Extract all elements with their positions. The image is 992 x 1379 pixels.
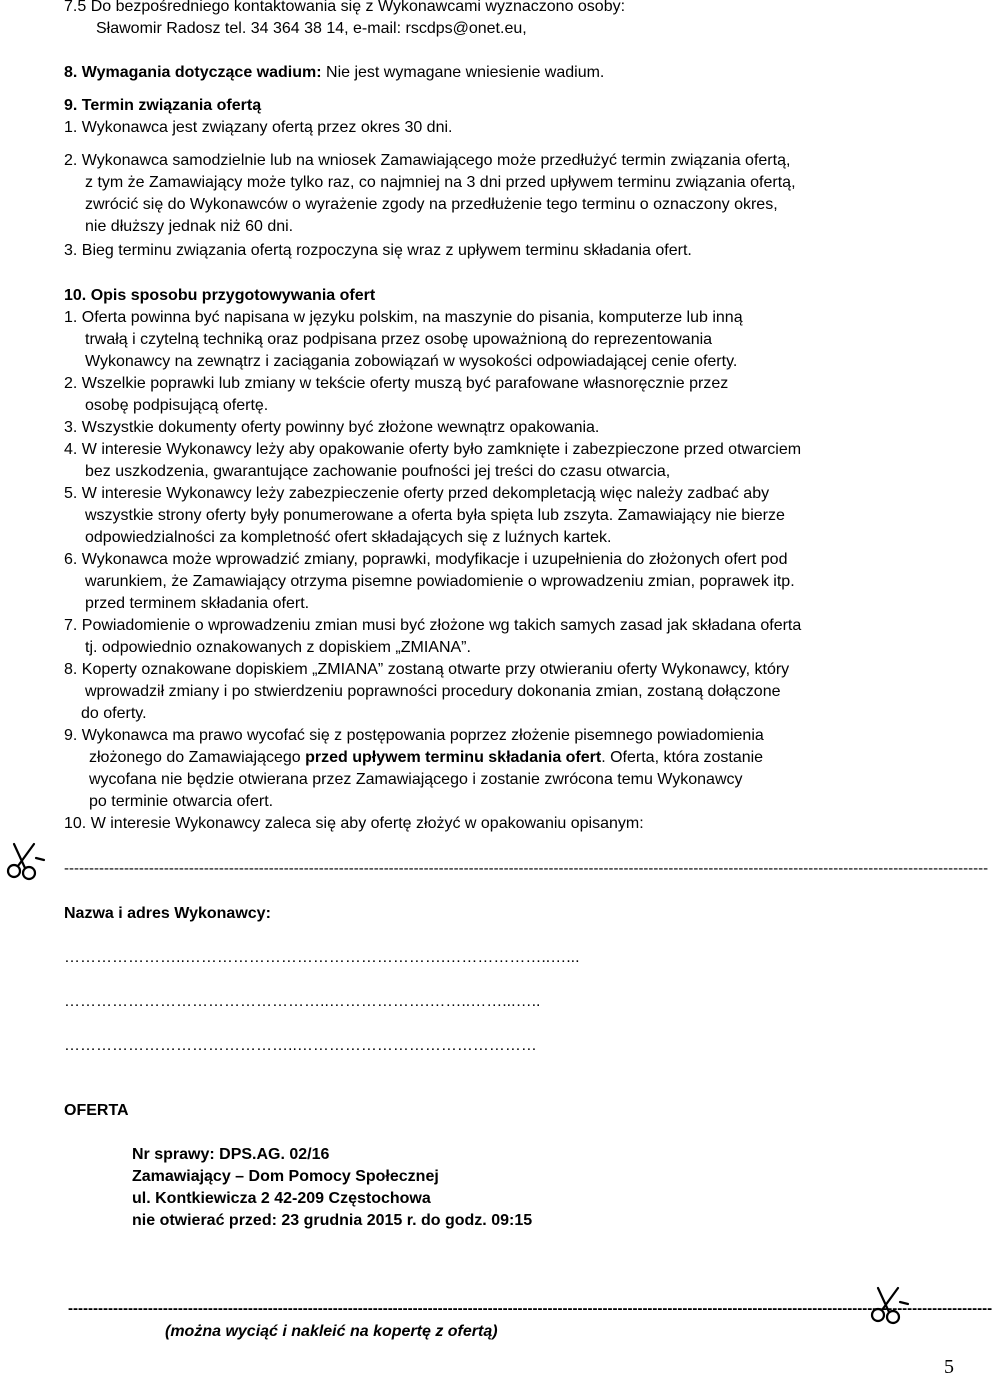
section-9-line: nie dłuższy jednak niż 60 dni. bbox=[85, 218, 294, 235]
client-name: Zamawiający – Dom Pomocy Społecznej bbox=[132, 1168, 439, 1185]
cut-note: (można wyciąć i nakleić na kopertę z ofertą) bbox=[165, 1323, 498, 1340]
scissors-icon bbox=[2, 838, 46, 882]
contractor-name-label: Nazwa i adres Wykonawcy: bbox=[64, 905, 271, 922]
section-10-line: osobę podpisującą ofertę. bbox=[85, 397, 269, 414]
section-10-line: po terminie otwarcia ofert. bbox=[89, 793, 274, 810]
section-9-line: 3. Bieg terminu związania ofertą rozpoczyna się wraz z upływem terminu składania ofert. bbox=[64, 242, 692, 259]
client-address: ul. Kontkiewicza 2 42-209 Częstochowa bbox=[132, 1190, 431, 1207]
section-10-line: 1. Oferta powinna być napisana w języku polskim, na maszynie do pisania, komputerze lub inną bbox=[64, 309, 743, 326]
section-10-line: 9. Wykonawca ma prawo wycofać się z postępowania poprzez złożenie pisemnego powiadomienia bbox=[64, 727, 764, 744]
contact-details: Sławomir Radosz tel. 34 364 38 14, e-mail: rscdps@onet.eu, bbox=[96, 20, 527, 37]
section-10-line: wszystkie strony oferty były ponumerowane a oferta była spięta lub zszyta. Zamawiający nie bierze bbox=[85, 507, 785, 524]
section-10-line: 7. Powiadomienie o wprowadzeniu zmian musi być złożone wg takich samych zasad jak składana oferta bbox=[64, 617, 802, 634]
section-10-line: warunkiem, że Zamawiający otrzyma pisemne powiadomienie o wprowadzeniu zmian, poprawek itp. bbox=[85, 573, 795, 590]
bottom-cut-line: ----------------------------------------------------------------------------------------------------------------------------------------------------------------------------------------- bbox=[68, 1300, 992, 1317]
section-10-line: do oferty. bbox=[81, 705, 147, 722]
section-10-line: 10. W interesie Wykonawcy zaleca się aby ofertę złożyć w opakowaniu opisanym: bbox=[64, 815, 644, 832]
contact-heading: 7.5 Do bezpośredniego kontaktowania się z Wykonawcami wyznaczono osoby: bbox=[64, 0, 626, 15]
section-10-line: 5. W interesie Wykonawcy leży zabezpieczenie oferty przed dekompletacją więc należy zadbać aby bbox=[64, 485, 770, 502]
page-number: 5 bbox=[944, 1356, 954, 1378]
section-10-line: Wykonawcy na zewnątrz i zaciągania zobowiązań w wysokości odpowiadającej cenie oferty. bbox=[85, 353, 738, 370]
wadium-line bbox=[64, 62, 604, 84]
section-10-line: 2. Wszelkie poprawki lub zmiany w tekście oferty muszą być parafowane własnoręcznie przez bbox=[64, 375, 729, 392]
section-10-line: trwałą i czytelną techniką oraz podpisana przez osobę upoważnioną do reprezentowania bbox=[85, 331, 713, 348]
section-10-line bbox=[89, 747, 763, 769]
item9-pre: złożonego do Zamawiającego bbox=[89, 749, 306, 766]
section-9-line: 1. Wykonawca jest związany ofertą przez okres 30 dni. bbox=[64, 119, 453, 136]
dotted-line: …………………..………………………………………….………………..…... bbox=[64, 949, 580, 966]
section-10-line: 8. Koperty oznakowane dopiskiem „ZMIANA” zostaną otwarte przy otwieraniu oferty Wykonawcy, który bbox=[64, 661, 790, 678]
item9-bold: przed upływem terminu składania ofert bbox=[305, 749, 602, 766]
section-10-line: bez uszkodzenia, gwarantujące zachowanie poufności jej treści do czasu otwarcia, bbox=[85, 463, 671, 480]
section-10-line: 6. Wykonawca może wprowadzić zmiany, poprawki, modyfikacje i uzupełnienia do złożonych ofert pod bbox=[64, 551, 788, 568]
section-10-line: 3. Wszystkie dokumenty oferty powinny być złożone wewnątrz opakowania. bbox=[64, 419, 600, 436]
section-10-line: odpowiedzialności za kompletność ofert składających się z luźnych kartek. bbox=[85, 529, 612, 546]
wadium-text: Nie jest wymagane wniesienie wadium. bbox=[321, 64, 605, 81]
section-10-line: wycofana nie będzie otwierana przez Zamawiającego i zostanie zwrócona temu Wykonawcy bbox=[89, 771, 743, 788]
wadium-title: 8. Wymagania dotyczące wadium: bbox=[64, 64, 322, 81]
case-number: Nr sprawy: DPS.AG. 02/16 bbox=[132, 1146, 330, 1163]
item9-post: . Oferta, która zostanie bbox=[601, 749, 764, 766]
offer-title: OFERTA bbox=[64, 1102, 129, 1119]
section-9-line: z tym że Zamawiający może tylko raz, co najmniej na 3 dni przed upływem terminu związania ofertą, bbox=[85, 174, 796, 191]
cut-line: ----------------------------------------------------------------------------------------------------------------------------------------------------------------------------------------- bbox=[64, 860, 989, 877]
section-10-line: 4. W interesie Wykonawcy leży aby opakowanie oferty było zamknięte i zabezpieczone przed otwarciem bbox=[64, 441, 802, 458]
section-9-title: 9. Termin związania ofertą bbox=[64, 97, 262, 114]
section-10-line: wprowadził zmiany i po stwierdzeniu poprawności procedury dokonania zmian, zostaną dołączone bbox=[85, 683, 781, 700]
section-10-line: tj. odpowiednio oznakowanych z dopiskiem „ZMIANA”. bbox=[85, 639, 471, 656]
section-10-line: przed terminem składania ofert. bbox=[85, 595, 310, 612]
section-9-line: 2. Wykonawca samodzielnie lub na wniosek Zamawiającego może przedłużyć termin związania ofertą, bbox=[64, 152, 791, 169]
section-10-title: 10. Opis sposobu przygotowywania ofert bbox=[64, 287, 376, 304]
open-deadline: nie otwierać przed: 23 grudnia 2015 r. do godz. 09:15 bbox=[132, 1212, 533, 1229]
scissors-icon bbox=[866, 1282, 910, 1326]
dotted-line: …………………………………………..……………….……..……...….. bbox=[64, 993, 541, 1010]
section-9-line: zwrócić się do Wykonawców o wyrażenie zgody na przedłużenie tego terminu o oznaczony okres, bbox=[85, 196, 778, 213]
dotted-line: ……………………………………..……………………………………… bbox=[64, 1037, 537, 1054]
